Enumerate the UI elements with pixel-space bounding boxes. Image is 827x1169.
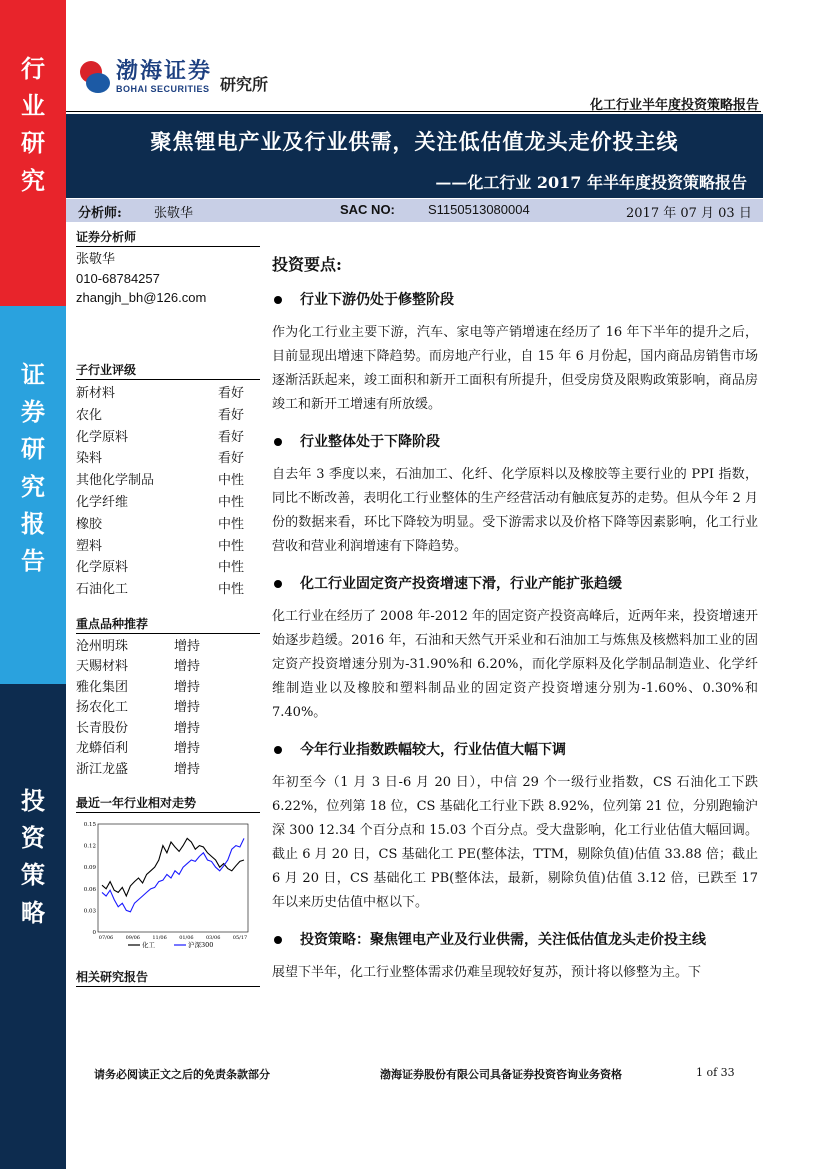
side-char: 略 [21,897,45,927]
y-tick-label: 0.03 [83,908,96,915]
subindustry-name: 化学原料 [76,429,129,445]
series-line [102,839,244,912]
section-heading [272,739,758,761]
main-content [272,252,758,999]
subindustry-name: 塑料 [76,538,103,554]
report-title: 聚焦锂电产业及行业供需，关注低估值龙头走价投主线 [150,129,679,154]
stock-row [76,698,260,719]
stock-row [76,760,260,781]
rating-row [76,427,260,449]
side-label-industry-research [0,0,66,306]
ratings-heading: 子行业评级 [76,361,260,380]
x-tick-label: 05/17 [232,935,248,942]
x-tick-label: 07/06 [98,935,114,942]
stock-name: 天赐材料 [76,659,129,675]
subindustry-name: 新材料 [76,386,116,401]
section-heading [272,431,758,453]
rating-row [76,492,260,514]
section-body: 作为化工行业主要下游，汽车、家电等产销增速在经历了 16 年下半年的提升之后，目前显现出增速下降趋势。而房地产行业，自 15 年 6 月份起，国内商品房销售市场逐渐活跃起来，竣工面积和新开工面积有所提升，但受房贷及限购政策影响，商品房竣工和新开工增速有所放缓。 [272,325,758,412]
analyst-contact-name: 张敬华 [76,252,116,267]
side-char: 资 [21,823,45,853]
section-body: 展望下半年，化工行业整体需求仍难呈现较好复苏，预计将以修整为主。下 [272,965,702,980]
report-subtitle: ——化工行业 2017 年半年度投资策略报告 [435,173,747,192]
bullet-icon [274,438,282,446]
section-title: 今年行业指数跌幅较大，行业估值大幅下调 [300,742,566,758]
subindustry-rating: 中性 [217,494,244,510]
rating-row [76,536,260,558]
subindustry-name: 其他化学制品 [76,473,155,489]
x-tick-label: 03/06 [205,935,221,942]
bullet-icon [274,936,282,944]
analyst-label: 分析师: [78,206,122,221]
section-body: 年初至今（1 月 3 日-6 月 20 日），中信 29 个一级行业指数，CS 石油化工下跌 6.22%，位列第 18 位，CS 基础化工行业下跌 8.92%，位列第 21 位，分别跑输沪深 300 12.34 个百分点和 15.03 个百分点。受大盘影响，化工行业估值大幅回调。截止 6 月 20 日，CS 基础化工 PE(整体法，TTM，剔除负值)估值 33.88 倍；截止 6 月 20 日，CS 基础化工 PB(整体法，最新，剔除负值)估值 3.12 倍，已跌至 17 年以来历史估值中枢以下。 [272,775,758,910]
section-heading [272,573,758,595]
x-tick-label: 11/06 [152,935,167,942]
x-tick-label: 01/06 [179,935,194,942]
stock-row [76,719,260,740]
side-char: 究 [21,165,45,195]
footer-disclaimer: 请务必阅读正文之后的免责条款部分 [94,1068,270,1081]
section-title: 行业整体处于下降阶段 [300,434,440,450]
analyst-phone: 010-68784257 [76,271,160,286]
side-char: 告 [21,545,45,575]
department-name: 研究所 [220,75,269,94]
side-char: 报 [21,508,45,538]
company-logo [80,58,268,95]
chart-plot-area [98,824,248,932]
stock-name: 扬农化工 [76,700,129,716]
y-tick-label: 0 [92,930,96,937]
stock-rating: 增持 [174,638,201,654]
trend-chart-svg [76,816,256,956]
section-heading [272,929,758,951]
stocks-list [76,637,260,781]
stock-name: 雅化集团 [76,679,129,695]
key-points [272,289,758,985]
side-char: 投 [21,786,45,815]
subindustry-rating: 中性 [217,560,244,576]
analyst-heading: 证券分析师 [76,228,260,247]
subindustry-rating: 中性 [217,473,244,489]
logo-icon [80,59,110,95]
stock-rating: 增持 [174,761,201,777]
subindustry-name: 农化 [76,407,103,423]
rating-row [76,557,260,579]
side-char: 券 [21,397,45,427]
subindustry-name: 石油化工 [76,582,129,598]
stock-name: 沧州明珠 [76,638,129,654]
page-number: 1 of 33 [696,1066,735,1079]
bullet-icon [274,296,282,304]
side-char: 业 [21,91,45,121]
title-banner [66,114,763,198]
key-points-heading: 投资要点: [272,255,342,274]
rating-row [76,514,260,536]
section-title: 行业下游仍处于修整阶段 [300,292,454,308]
stock-rating: 增持 [174,679,201,695]
section-title: 投资策略：聚焦锂电产业及行业供需，关注低估值龙头走价投主线 [300,932,706,948]
footer-qualification: 渤海证券股份有限公司具备证券投资咨询业务资格 [380,1068,622,1081]
subindustry-rating: 看好 [217,451,244,467]
relative-trend-chart [76,816,256,956]
y-tick-label: 0.09 [83,865,96,872]
report-type: 化工行业半年度投资策略报告 [589,98,759,113]
y-tick-label: 0.15 [83,822,96,829]
related-reports-heading: 相关研究报告 [76,968,260,987]
stock-row [76,637,260,658]
side-char: 策 [21,860,45,890]
side-char: 行 [21,54,45,83]
sac-label: SAC NO: [340,202,395,217]
bullet-icon [274,580,282,588]
section-body: 自去年 3 季度以来，石油加工、化纤、化学原料以及橡胶等主要行业的 PPI 指数，同比不断改善，表明化工行业整体的生产经营活动有触底复苏的走势。但从今年 2 月份的数据来看，环比下降较为明显。受下游需求以及价格下降等因素影响，化工行业营收和营业利润增速有下降趋势。 [272,467,758,554]
left-column [76,228,260,990]
stock-name: 浙江龙盛 [76,761,129,777]
section-title: 化工行业固定资产投资增速下滑，行业产能扩张趋缓 [300,576,622,592]
logo-cn-name: 渤海证券 [116,58,213,85]
chart-heading: 最近一年行业相对走势 [76,794,260,813]
report-date: 2017 年 07 月 03 日 [626,206,752,221]
stocks-heading: 重点品种推荐 [76,615,260,634]
subindustry-rating: 看好 [217,386,244,401]
side-char: 研 [21,128,45,158]
stock-row [76,678,260,699]
side-char: 研 [21,434,45,464]
rating-row [76,448,260,470]
side-char: 究 [21,471,45,501]
stock-rating: 增持 [174,741,201,757]
logo-en-name: BOHAI SECURITIES [116,83,210,94]
side-label-investment-strategy [0,684,66,1169]
subindustry-name: 橡胶 [76,516,103,532]
rating-row [76,470,260,492]
stock-name: 长青股份 [76,720,129,736]
rating-row [76,405,260,427]
analyst-contact [76,250,260,307]
subindustry-name: 化学原料 [76,560,129,576]
subindustry-rating: 中性 [217,516,244,532]
stock-rating: 增持 [174,659,201,675]
rating-row [76,579,260,601]
subindustry-name: 染料 [76,451,103,467]
stock-rating: 增持 [174,700,201,716]
subindustry-name: 化学纤维 [76,494,129,510]
bullet-icon [274,746,282,754]
subindustry-rating: 看好 [217,407,244,423]
side-char: 证 [21,360,45,389]
rating-row [76,383,260,405]
sac-number: S1150513080004 [428,202,530,217]
side-label-securities-report [0,306,66,684]
y-tick-label: 0.12 [83,844,96,851]
legend-label: 沪深300 [188,941,214,950]
stock-row [76,657,260,678]
section-heading [272,289,758,311]
stock-rating: 增持 [174,720,201,736]
analyst-name: 张敬华 [154,206,194,221]
section-body: 化工行业在经历了 2008 年-2012 年的固定资产投资高峰后，近两年来，投资增速开始逐步趋缓。2016 年，石油和天然气开采业和石油加工与炼焦及核燃料加工业的固定资产投资增速分别为-31.90%和 6.20%，而化学原料及化学制品制造业、化学纤维制造业以及橡胶和塑料制品业的固定资产投资增速分别为-1.60%、0.30%和 7.40%。 [272,609,758,720]
legend-label: 化工 [142,941,155,950]
y-tick-label: 0.06 [83,887,96,894]
stock-name: 龙蟒佰利 [76,741,129,757]
header-divider [66,111,761,112]
stock-row [76,739,260,760]
subindustry-rating: 中性 [217,582,244,598]
ratings-list [76,383,260,601]
subindustry-rating: 看好 [217,429,244,445]
x-tick-label: 09/06 [125,935,141,942]
side-banner [0,0,66,1169]
analyst-bar [66,199,763,222]
analyst-email[interactable]: zhangjh_bh@126.com [76,290,207,305]
subindustry-rating: 中性 [217,538,244,554]
